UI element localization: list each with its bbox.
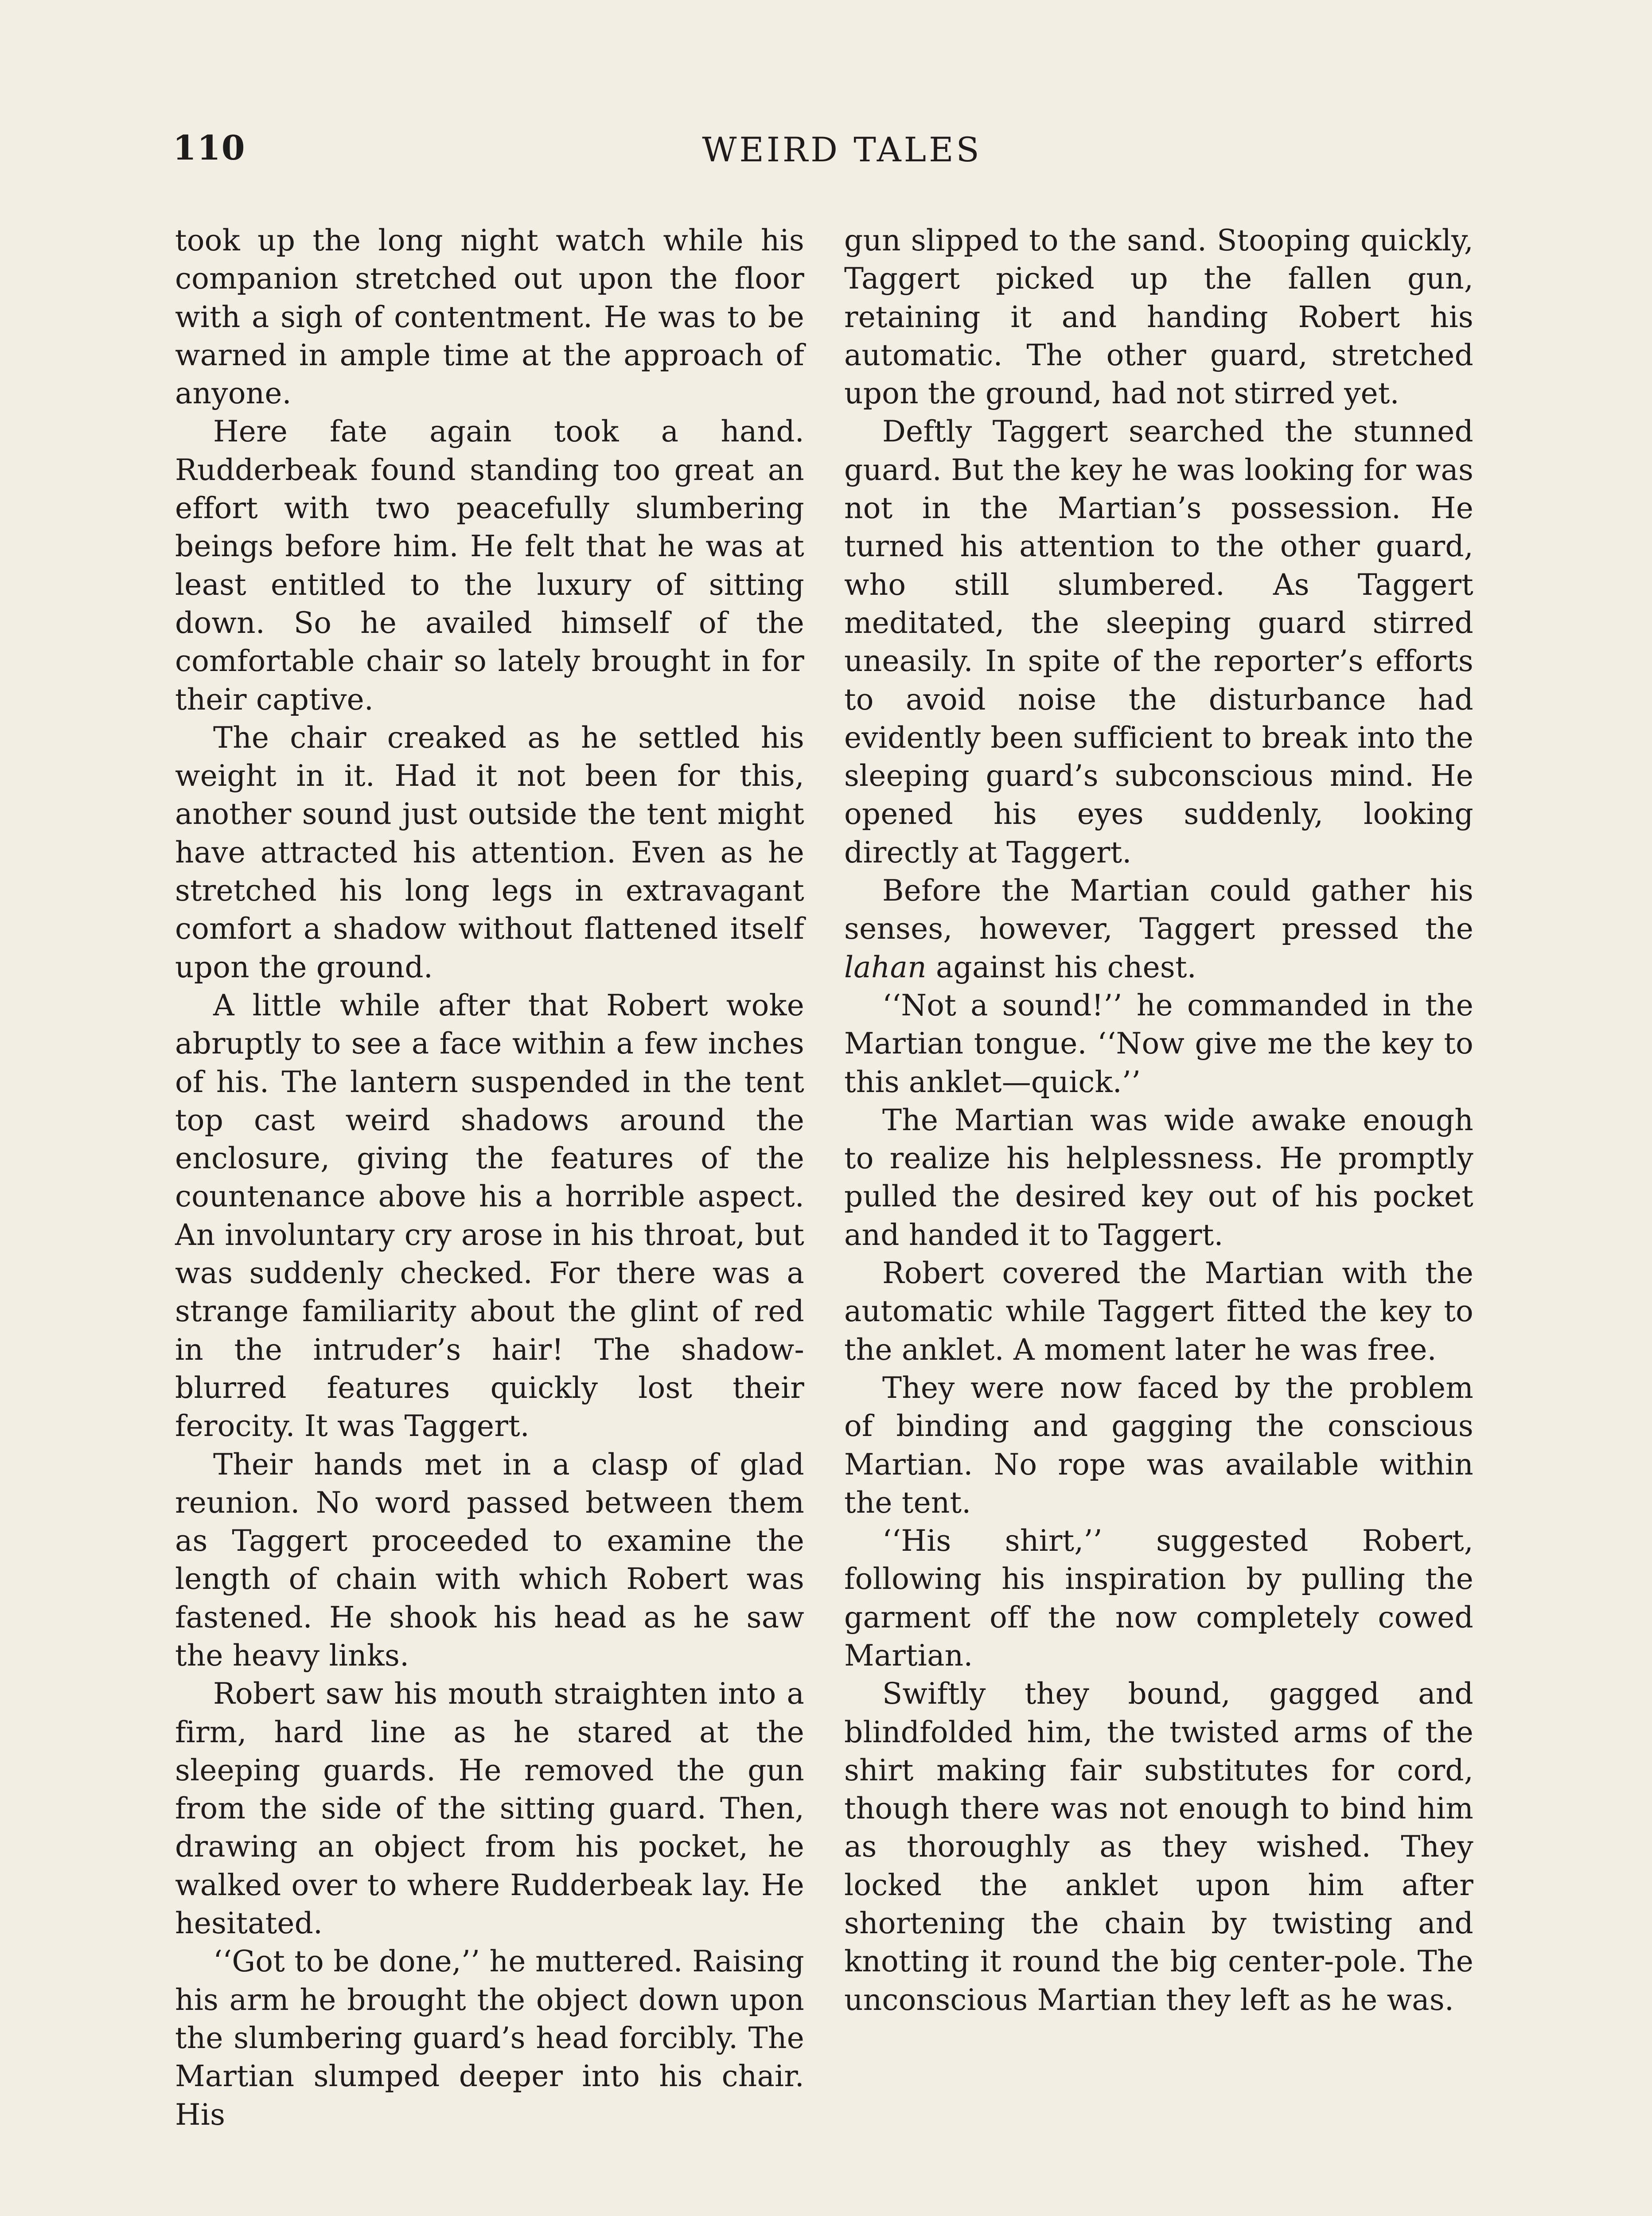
paragraph: Robert covered the Martian with the automatic while Taggert fitted the key to the anklet. A moment later he was free. — [844, 1256, 1473, 1367]
paragraph: ‘‘Not a sound!’’ he commanded in the Martian tongue. ‘‘Now give me the key to this anklet—quick.’’ — [844, 988, 1473, 1099]
paragraph: Swiftly they bound, gagged and blindfolded him, the twisted arms of the shirt making fair substitutes for cord, though there was not enough to bind him as thoroughly as they wished. They locked the anklet upon him after shortening the chain by twisting and knotting it round the big center-pole. The unconscious Martian they left as he was. — [844, 1677, 1473, 2017]
left-column — [175, 222, 804, 2134]
paragraph-text: against his chest. — [926, 950, 1196, 984]
right-column — [844, 222, 1473, 2019]
page-number: 110 — [173, 128, 246, 168]
running-title: WEIRD TALES — [702, 130, 982, 169]
paragraph-text: Before the Martian could gather his senses, however, Taggert pressed the — [844, 874, 1473, 946]
paragraph: gun slipped to the sand. Stooping quickly, Taggert picked up the fallen gun, retaining it and handing Robert his automatic. The other guard, stretched upon the ground, had not stirred yet. — [844, 223, 1473, 411]
paragraph: ‘‘Got to be done,’’ he muttered. Raising his arm he brought the object down upon the slumbering guard’s head forcibly. The Martian slumped deeper into his chair. His — [175, 1944, 804, 2132]
paragraph: Robert saw his mouth straighten into a firm, hard line as he stared at the sleeping guards. He removed the gun from the side of the sitting guard. Then, drawing an object from his pocket, he walked over to where Rudderbeak lay. He hesitated. — [175, 1677, 804, 1941]
paragraph: The Martian was wide awake enough to realize his helplessness. He promptly pulled the desired key out of his pocket and handed it to Taggert. — [844, 1103, 1473, 1252]
italic-word: lahan — [844, 950, 927, 984]
paragraph: ‘‘His shirt,’’ suggested Robert, following his inspiration by pulling the garment off the now completely cowed Martian. — [844, 1524, 1473, 1673]
paragraph — [844, 872, 1473, 987]
paragraph: A little while after that Robert woke abruptly to see a face within a few inches of his. The lantern suspended in the tent top cast weird shadows around the enclosure, giving the features of the countenance above his a horrible aspect. An involuntary cry arose in his throat, but was suddenly checked. For there was a strange familiarity about the glint of red in the intruder’s hair! The shadow-blurred features quickly lost their ferocity. It was Taggert. — [175, 988, 804, 1444]
paragraph: Deftly Taggert searched the stunned guard. But the key he was looking for was not in the Martian’s possession. He turned his attention to the other guard, who still slumbered. As Taggert meditated, the sleeping guard stirred uneasily. In spite of the reporter’s efforts to avoid noise the disturbance had evidently been sufficient to break into the sleeping guard’s subconscious mind. He opened his eyes suddenly, looking directly at Taggert. — [844, 414, 1474, 870]
paragraph: Here fate again took a hand. Rudderbeak found standing too great an effort with two peacefully slumbering beings before him. He felt that he was at least entitled to the luxury of sitting down. So he availed himself of the comfortable chair so lately brought in for their captive. — [175, 414, 804, 717]
paragraph: The chair creaked as he settled his weight in it. Had it not been for this, another sound just outside the tent might have attracted his attention. Even as he stretched his long legs in extravagant comfort a shadow without flattened itself upon the ground. — [175, 720, 804, 984]
paragraph: Their hands met in a clasp of glad reunion. No word passed between them as Taggert proceeded to examine the length of chain with which Robert was fastened. He shook his head as he saw the heavy links. — [175, 1447, 804, 1673]
paragraph: took up the long night watch while his companion stretched out upon the floor with a sigh of contentment. He was to be warned in ample time at the approach of anyone. — [175, 223, 804, 411]
paragraph: They were now faced by the problem of binding and gagging the conscious Martian. No rope was available within the tent. — [844, 1370, 1473, 1520]
